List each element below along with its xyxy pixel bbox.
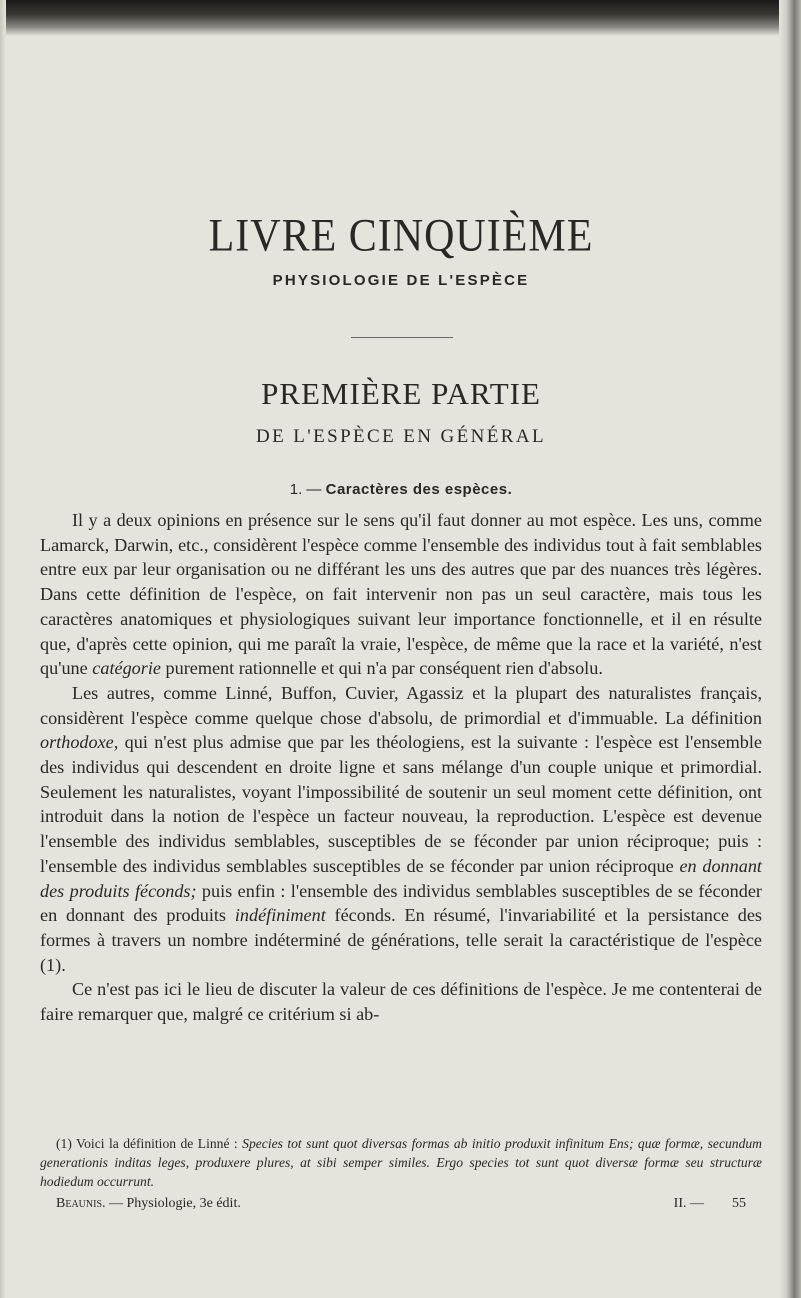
- book-title: LIVRE CINQUIÈME: [208, 210, 594, 262]
- footnote-latin-quote: Species tot sunt quot diversas formas ab initio produxit infinitum Ens; quæ formæ, secundum generationis inditas leges, produxere plures, at sibi semper similes. Ergo species tot sunt quot diversæ formæ seu structuræ hodiedum occurrunt.: [40, 1136, 762, 1189]
- section-number: 1. —: [289, 481, 322, 498]
- paragraph-1: [40, 508, 762, 681]
- paragraph-2-emphasis-3: indéfiniment: [234, 905, 326, 926]
- paragraph-1-text-b: purement rationnelle et qui n'a par conséquent rien d'absolu.: [160, 658, 603, 679]
- paragraph-2-text-c: puis enfin : l'ensemble des individus semblables susceptibles de se féconder en donnant des produits: [40, 880, 762, 926]
- footer-signature-left: [56, 1196, 241, 1212]
- book-subtitle: PHYSIOLOGIE DE L'ESPÈCE: [272, 272, 530, 289]
- footer-volume: II. —: [673, 1196, 704, 1211]
- page-footer: [56, 1196, 746, 1212]
- page-right-edge: [779, 0, 801, 1298]
- section-heading: [40, 481, 762, 498]
- footer-book-info: — Physiologie, 3e édit.: [105, 1196, 241, 1211]
- footer-author: Beaunis.: [56, 1196, 106, 1211]
- footer-signature-right: [674, 1196, 746, 1212]
- paragraph-2-emphasis-1: orthodoxe,: [40, 732, 119, 753]
- title-divider: [351, 337, 453, 338]
- footnote: [40, 1134, 762, 1191]
- paragraph-1-text-a: Il y a deux opinions en présence sur le sens qu'il faut donner au mot espèce. Les uns, comme Lamarck, Darwin, etc., considèrent l'espèce comme l'ensemble des individus tout à fait semblables entre eux par leur organisation ou ne différant les uns des autres que par des nuances très légères. Dans cette définition de l'espèce, on fait intervenir non pas un seul caractère, mais tous les caractères anatomiques et physiologiques suivant leur importance fonctionnelle, et il en résulte que, d'après cette opinion, qui me paraît la vraie, l'espèce, de même que la race et la variété, n'est qu'une: [40, 510, 762, 679]
- footer-signature-number: 55: [732, 1196, 746, 1211]
- paragraph-2-text-b: qui n'est plus admise que par les théologiens, est la suivante : l'espèce est l'ensemble des individus qui descendent en droite ligne et sans mélange d'un couple unique et primordial. Seulement les naturalistes, voyant l'impossibilité de soutenir un seul moment cette définition, ont introduit dans la notion de l'espèce un facteur nouveau, la reproduction. L'espèce est devenue l'ensemble des individus semblables, susceptibles de se féconder par union réciproque; puis : l'ensemble des individus semblables susceptibles de se féconder par union réciproque: [40, 732, 762, 876]
- section-title: Caractères des espèces.: [325, 481, 513, 498]
- paragraph-2-text-a: Les autres, comme Linné, Buffon, Cuvier, Agassiz et la plupart des naturalistes français, considèrent l'espèce comme quelque chose d'absolu, de primordial et d'immuable. La définition: [40, 682, 762, 728]
- part-title: PREMIÈRE PARTIE: [261, 376, 541, 411]
- paragraph-3: Ce n'est pas ici le lieu de discuter la valeur de ces définitions de l'espèce. Je me contenterai de faire remarquer que, malgré ce critérium si ab-: [40, 979, 762, 1025]
- paragraph-2-emphasis-2: en donnant des produits féconds;: [40, 855, 762, 901]
- page-content: [40, 0, 762, 1298]
- paragraph-2-text-d: féconds. En résumé, l'invariabilité et la persistance des formes à travers un nombre indéterminé de générations, telle serait la caractéristique de l'espèce (1).: [40, 905, 763, 975]
- body-text: [40, 508, 762, 1027]
- footnote-text: [40, 1134, 762, 1191]
- paragraph-2: [40, 681, 762, 977]
- footnote-intro: (1) Voici la définition de Linné :: [56, 1136, 243, 1151]
- page-left-edge: [0, 0, 6, 1298]
- paragraph-1-emphasis: catégorie: [92, 658, 161, 679]
- part-subtitle: DE L'ESPÈCE EN GÉNÉRAL: [255, 426, 546, 447]
